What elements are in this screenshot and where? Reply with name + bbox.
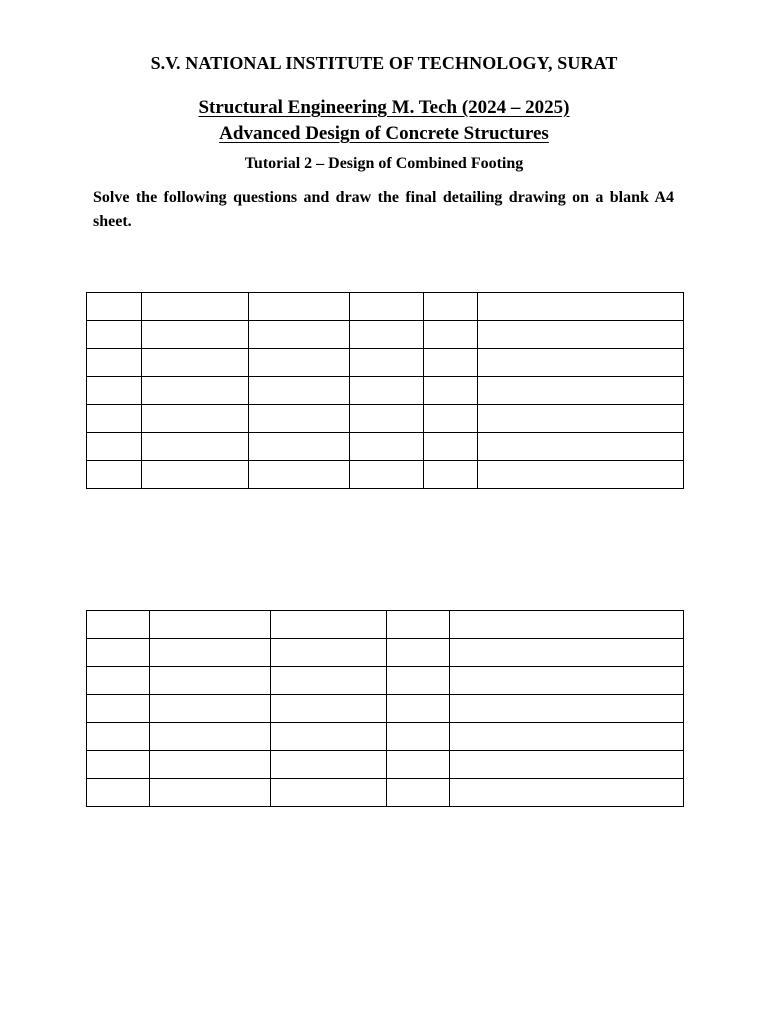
- table-cell: [87, 639, 150, 667]
- table-cell: [350, 433, 424, 461]
- table-cell: [424, 377, 478, 405]
- table-cell: [424, 461, 478, 489]
- table-cell: [150, 751, 271, 779]
- table-cell: [142, 321, 249, 349]
- table-cell: [249, 405, 350, 433]
- table-cell: [87, 405, 142, 433]
- table-row: [87, 667, 684, 695]
- course-title-text: Advanced Design of Concrete Structures: [219, 123, 549, 144]
- table-cell: [478, 349, 684, 377]
- table-row: [87, 405, 684, 433]
- program-title: [0, 97, 768, 119]
- table-row: [87, 321, 684, 349]
- table-cell: [249, 293, 350, 321]
- table-cell: [271, 723, 387, 751]
- table-cell: [478, 433, 684, 461]
- table-cell: [87, 611, 150, 639]
- table-cell: [87, 723, 150, 751]
- data-table-1: [86, 292, 684, 489]
- table-cell: [249, 461, 350, 489]
- table-cell: [350, 349, 424, 377]
- table-cell: [424, 293, 478, 321]
- table-cell: [387, 751, 450, 779]
- table-cell: [271, 751, 387, 779]
- table-cell: [424, 349, 478, 377]
- table-cell: [87, 751, 150, 779]
- table-cell: [450, 611, 684, 639]
- table-cell: [350, 293, 424, 321]
- table-cell: [87, 349, 142, 377]
- table-cell: [387, 611, 450, 639]
- table-cell: [450, 779, 684, 807]
- table-cell: [249, 349, 350, 377]
- table-cell: [450, 751, 684, 779]
- table-cell: [150, 667, 271, 695]
- table-cell: [271, 667, 387, 695]
- table-cell: [142, 405, 249, 433]
- table-row: [87, 723, 684, 751]
- table-cell: [350, 321, 424, 349]
- table-cell: [478, 461, 684, 489]
- table-row: [87, 377, 684, 405]
- table-cell: [87, 433, 142, 461]
- table-cell: [271, 779, 387, 807]
- table-cell: [142, 433, 249, 461]
- table-cell: [350, 461, 424, 489]
- table-row: [87, 779, 684, 807]
- table-cell: [150, 639, 271, 667]
- table-cell: [387, 723, 450, 751]
- table-cell: [249, 433, 350, 461]
- table-cell: [87, 293, 142, 321]
- program-title-text: Structural Engineering M. Tech (2024 – 2025): [198, 97, 570, 118]
- table-cell: [142, 349, 249, 377]
- table-cell: [450, 723, 684, 751]
- data-table-2: [86, 610, 684, 807]
- table-cell: [350, 405, 424, 433]
- table-cell: [249, 321, 350, 349]
- table-cell: [142, 461, 249, 489]
- table-cell: [150, 695, 271, 723]
- table-cell: [387, 667, 450, 695]
- table-cell: [249, 377, 350, 405]
- table-cell: [87, 377, 142, 405]
- table-cell: [387, 779, 450, 807]
- table-cell: [387, 639, 450, 667]
- table-row: [87, 695, 684, 723]
- table-cell: [87, 321, 142, 349]
- table-row: [87, 349, 684, 377]
- table-cell: [478, 321, 684, 349]
- table-cell: [87, 461, 142, 489]
- table-cell: [271, 639, 387, 667]
- table-cell: [478, 405, 684, 433]
- table-cell: [271, 695, 387, 723]
- table-cell: [142, 293, 249, 321]
- table-cell: [387, 695, 450, 723]
- table-row: [87, 751, 684, 779]
- table-row: [87, 639, 684, 667]
- table-cell: [424, 321, 478, 349]
- course-title: [0, 123, 768, 145]
- instructions-paragraph: Solve the following questions and draw the final detailing drawing on a blank A4 sheet.: [93, 189, 674, 230]
- table-cell: [350, 377, 424, 405]
- table-cell: [450, 667, 684, 695]
- table-cell: [150, 723, 271, 751]
- table-cell: [478, 377, 684, 405]
- table-cell: [87, 695, 150, 723]
- table-cell: [87, 667, 150, 695]
- table-row: [87, 433, 684, 461]
- table-cell: [424, 405, 478, 433]
- tutorial-title: Tutorial 2 – Design of Combined Footing: [244, 155, 524, 172]
- table-cell: [450, 639, 684, 667]
- table-row: [87, 461, 684, 489]
- table-cell: [87, 779, 150, 807]
- table-cell: [142, 377, 249, 405]
- table-cell: [150, 779, 271, 807]
- table-cell: [478, 293, 684, 321]
- table-cell: [150, 611, 271, 639]
- institute-title: S.V. NATIONAL INSTITUTE OF TECHNOLOGY, SURAT: [150, 53, 618, 73]
- table-row: [87, 611, 684, 639]
- table-cell: [271, 611, 387, 639]
- table-cell: [450, 695, 684, 723]
- table-row: [87, 293, 684, 321]
- table-cell: [424, 433, 478, 461]
